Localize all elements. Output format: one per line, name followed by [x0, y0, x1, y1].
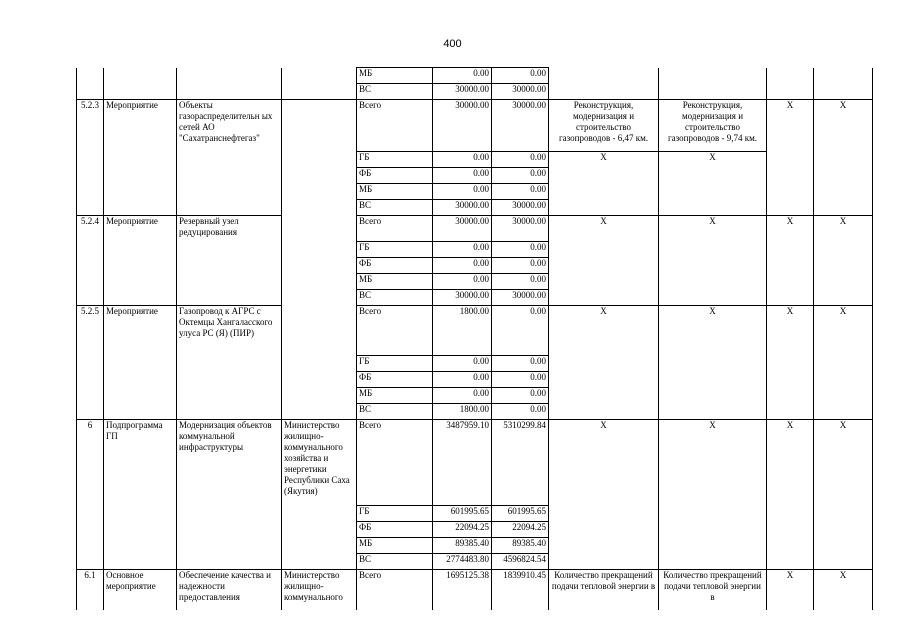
amount-cell: 0.00	[433, 356, 492, 372]
amount-cell: 0.00	[433, 168, 492, 184]
source-cell: ВС	[357, 84, 433, 100]
amount-cell: 0.00	[492, 404, 549, 420]
item-type: Мероприятие	[104, 306, 177, 420]
item-type: Мероприятие	[104, 100, 177, 216]
table-row	[77, 570, 873, 610]
result-cell: Х	[549, 306, 659, 420]
source-cell: ГБ	[357, 242, 433, 258]
amount-cell: 0.00	[492, 388, 549, 404]
source-cell: ФБ	[357, 522, 433, 538]
result-cell: Х	[549, 216, 659, 306]
source-cell: МБ	[357, 388, 433, 404]
source-cell: ВС	[357, 404, 433, 420]
x-cell: Х	[767, 100, 814, 216]
amount-cell: 30000.00	[492, 216, 549, 242]
result-cell: Реконструкция, модернизация и строительство газопроводов - 6,47 км.	[549, 100, 659, 152]
amount-cell: 0.00	[492, 306, 549, 356]
amount-cell: 0.00	[492, 68, 549, 84]
amount-cell: 0.00	[492, 274, 549, 290]
source-cell: Всего	[357, 306, 433, 356]
source-cell: ФБ	[357, 168, 433, 184]
source-cell: Всего	[357, 100, 433, 152]
amount-cell: 89385.40	[433, 538, 492, 554]
amount-cell: 601995.65	[492, 506, 549, 522]
result-cell: Х	[659, 152, 767, 216]
amount-cell: 0.00	[492, 184, 549, 200]
amount-cell: 22094.25	[433, 522, 492, 538]
result-cell: Реконструкция, модернизация и строительство газопроводов - 9,74 км.	[659, 100, 767, 152]
table-row	[77, 100, 873, 152]
amount-cell: 2774483.80	[433, 554, 492, 570]
item-number: 6	[77, 420, 104, 570]
amount-cell: 0.00	[433, 388, 492, 404]
source-cell: ГБ	[357, 152, 433, 168]
amount-cell: 601995.65	[433, 506, 492, 522]
source-cell: ВС	[357, 290, 433, 306]
amount-cell: 0.00	[492, 258, 549, 274]
amount-cell: 0.00	[492, 356, 549, 372]
amount-cell: 0.00	[492, 168, 549, 184]
amount-cell: 89385.40	[492, 538, 549, 554]
amount-cell: 30000.00	[492, 200, 549, 216]
amount-cell: 22094.25	[492, 522, 549, 538]
item-name: Обеспечение качества и надежности предоставления	[177, 570, 282, 610]
amount-cell: 30000.00	[433, 200, 492, 216]
item-name: Резервный узел редуцирования	[177, 216, 282, 306]
amount-cell: 0.00	[433, 274, 492, 290]
source-cell: МБ	[357, 538, 433, 554]
source-cell: Всего	[357, 216, 433, 242]
amount-cell: 0.00	[433, 152, 492, 168]
result-cell: Х	[549, 152, 659, 216]
item-name: Объекты газораспределительн ых сетей АО "Сахатранснефтегаз"	[177, 100, 282, 216]
x-cell: Х	[814, 420, 873, 570]
source-cell: ВС	[357, 554, 433, 570]
result-cell: Х	[659, 420, 767, 570]
item-number: 5.2.3	[77, 100, 104, 216]
x-cell: Х	[814, 570, 873, 610]
amount-cell: 30000.00	[492, 100, 549, 152]
amount-cell: 0.00	[492, 242, 549, 258]
amount-cell: 1800.00	[433, 306, 492, 356]
amount-cell: 0.00	[492, 152, 549, 168]
x-cell: Х	[814, 100, 873, 216]
source-cell: МБ	[357, 184, 433, 200]
amount-cell: 1695125.38	[433, 570, 492, 610]
source-cell: Всего	[357, 420, 433, 506]
result-cell: Х	[549, 420, 659, 570]
amount-cell: 30000.00	[492, 290, 549, 306]
source-cell: ГБ	[357, 356, 433, 372]
source-cell: ФБ	[357, 258, 433, 274]
executor-cell	[282, 100, 357, 420]
result-cell: Х	[659, 306, 767, 420]
item-name: Газопровод к АГРС с Октемцы Хангаласского улуса РС (Я) (ПИР)	[177, 306, 282, 420]
result-cell: Х	[659, 216, 767, 306]
source-cell: МБ	[357, 68, 433, 84]
amount-cell: 30000.00	[492, 84, 549, 100]
table-row	[77, 216, 873, 242]
result-cell: Количество прекращений подачи тепловой энергии в	[549, 570, 659, 610]
item-type: Основное мероприятие	[104, 570, 177, 610]
amount-cell: 3487959.10	[433, 420, 492, 506]
amount-cell: 1800.00	[433, 404, 492, 420]
amount-cell: 0.00	[433, 372, 492, 388]
amount-cell: 30000.00	[433, 100, 492, 152]
x-cell: Х	[767, 420, 814, 570]
amount-cell: 0.00	[433, 242, 492, 258]
table-row	[77, 420, 873, 506]
item-number: 6.1	[77, 570, 104, 610]
item-type: Мероприятие	[104, 216, 177, 306]
source-cell: Всего	[357, 570, 433, 610]
page-number: 400	[443, 38, 462, 50]
amount-cell: 30000.00	[433, 216, 492, 242]
source-cell: ГБ	[357, 506, 433, 522]
amount-cell: 30000.00	[433, 84, 492, 100]
item-type: Подпрограмма ГП	[104, 420, 177, 570]
source-cell: МБ	[357, 274, 433, 290]
item-name: Модернизация объектов коммунальной инфраструктуры	[177, 420, 282, 570]
amount-cell: 30000.00	[433, 290, 492, 306]
amount-cell: 5310299.84	[492, 420, 549, 506]
x-cell: Х	[767, 570, 814, 610]
amount-cell: 0.00	[433, 258, 492, 274]
amount-cell: 0.00	[492, 372, 549, 388]
amount-cell: 0.00	[433, 68, 492, 84]
x-cell: Х	[814, 216, 873, 306]
amount-cell: 0.00	[433, 184, 492, 200]
program-table	[76, 67, 873, 610]
source-cell: ФБ	[357, 372, 433, 388]
item-number: 5.2.4	[77, 216, 104, 306]
x-cell: Х	[814, 306, 873, 420]
executor-cell: Министерство жилищно-коммунального	[282, 570, 357, 610]
executor-cell: Министерство жилищно-коммунального хозяйства и энергетики Республики Саха (Якутия)	[282, 420, 357, 570]
amount-cell: 1839910.45	[492, 570, 549, 610]
table-row	[77, 306, 873, 356]
amount-cell: 4596824.54	[492, 554, 549, 570]
item-number: 5.2.5	[77, 306, 104, 420]
source-cell: ВС	[357, 200, 433, 216]
x-cell: Х	[767, 306, 814, 420]
table-row	[77, 68, 873, 84]
result-cell: Количество прекращений подачи тепловой энергии в	[659, 570, 767, 610]
x-cell: Х	[767, 216, 814, 306]
